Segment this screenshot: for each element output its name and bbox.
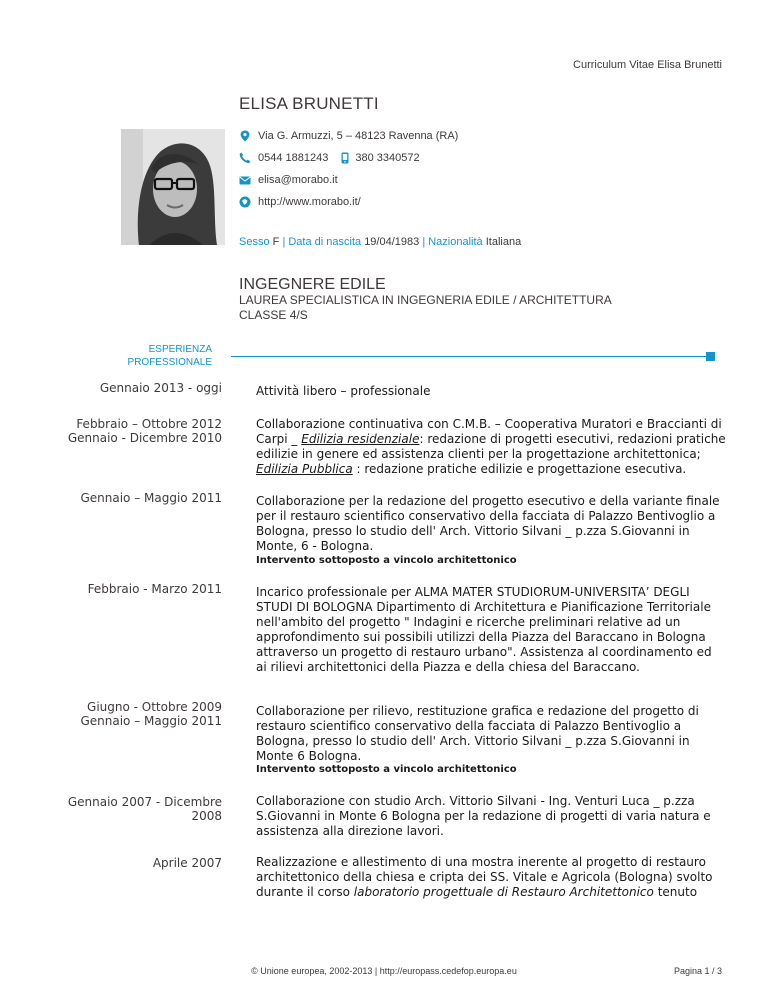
experience-note: Intervento sottoposto a vincolo architettonico	[256, 764, 517, 775]
experience-date: Gennaio - Dicembre 2010	[67, 431, 222, 445]
email-row	[239, 174, 338, 186]
description-emphasis: laboratorio progettuale di Restauro Architettonico	[353, 885, 654, 899]
experience-description: Attività libero – professionale	[256, 384, 431, 398]
mobile-text: 380 3340572	[355, 152, 420, 164]
description-text: Collaborazione continuativa con C.M.B. – Cooperativa Muratori e Braccianti di Carpi _	[256, 417, 722, 446]
separator: |	[282, 236, 286, 248]
section-heading	[100, 343, 212, 369]
description-text: : redazione pratiche edilizie e progettazione esecutiva.	[352, 462, 687, 476]
experience-date: Giugno - Ottobre 2009	[87, 700, 222, 714]
description-text: tenuto	[653, 885, 698, 899]
page-number: Pagina 1 / 3	[673, 966, 722, 976]
experience-description	[256, 855, 726, 900]
experience-date: Aprile 2007	[152, 856, 222, 870]
person-name: ELISA BRUNETTI	[239, 94, 379, 113]
description-emphasis: Edilizia residenziale	[301, 432, 420, 446]
website-icon	[239, 196, 251, 208]
phone-text: 0544 1881243	[258, 152, 329, 164]
sex-value: F	[272, 236, 280, 248]
location-icon	[239, 130, 251, 142]
website-link[interactable]: http://www.morabo.it/	[258, 196, 361, 208]
experience-date: Gennaio – Maggio 2011	[80, 714, 222, 728]
nationality-label: Nazionalità	[428, 236, 483, 248]
address-text: Via G. Armuzzi, 5 – 48123 Ravenna (RA)	[258, 130, 459, 142]
experience-date: Febbraio - Marzo 2011	[87, 582, 222, 596]
separator: |	[422, 236, 426, 248]
degree-line: LAUREA SPECIALISTICA IN INGEGNERIA EDILE / ARCHITETTURA	[239, 293, 612, 307]
experience-description: Collaborazione per rilievo, restituzione grafica e redazione del progetto di restauro scientifico conservativo della facciata di Palazzo Bentivoglio a Bologna, presso lo studio dell' Arch. Vittorio Silvani _ p.zza S.Giovanni in Monte 6 Bologna.	[256, 704, 699, 763]
phone-icon	[239, 152, 251, 164]
section-heading-line: PROFESSIONALE	[127, 357, 212, 368]
description-text: Realizzazione e allestimento di una mostra inerente al progetto di restauro architettonico della chiesa e cripta dei SS. Vitale e Agricola (Bologna) svolto durante il corso	[256, 855, 713, 899]
phone-row	[239, 152, 420, 164]
dob-value: 19/04/1983	[364, 236, 420, 248]
address-row	[239, 130, 458, 142]
experience-note: Intervento sottoposto a vincolo architettonico	[256, 555, 517, 566]
experience-date: Gennaio – Maggio 2011	[80, 491, 222, 505]
description-text: : redazione di progetti esecutivi, redazioni pratiche edilizie in genere ed assistenza clienti per la progettazione architettonica;	[256, 432, 726, 461]
experience-description: Incarico professionale per ALMA MATER STUDIORUM-UNIVERSITA’ DEGLI STUDI DI BOLOGNA Dipartimento di Architettura e Pianificazione Territoriale nell'ambito del progetto " Indagini e ricerche preliminari relative ad un approfondimento sui possibili utilizzi della Piazza del Baraccano in Bologna attraverso un progetto di restauro urbano". Assistenza al coordinamento ed ai rilievi architettonici della Piazza e della chiesa del Baraccano.	[256, 585, 712, 674]
experience-description: Collaborazione con studio Arch. Vittorio Silvani - Ing. Venturi Luca _ p.zza S.Giovanni in Monte 6 Bologna per la redazione di progetti di varia natura e assistenza alla direzione lavori.	[256, 794, 711, 838]
nationality-value: Italiana	[485, 236, 522, 248]
section-divider	[231, 356, 710, 357]
dob-label: Data di nascita	[288, 236, 362, 248]
experience-description	[256, 417, 726, 477]
sex-label: Sesso	[239, 236, 270, 248]
experience-description: Collaborazione per la redazione del progetto esecutivo e della variante finale per il restauro scientifico conservativo della facciata di Palazzo Bentivoglio a Bologna, presso lo studio dell' Arch. Vittorio Silvani _ p.zza S.Giovanni in Monte, 6 - Bologna.	[256, 494, 720, 553]
profile-photo	[121, 129, 225, 245]
description-emphasis: Edilizia Pubblica	[256, 462, 353, 476]
footer-copyright: © Unione europea, 2002-2013 | http://europass.cedefop.europa.eu	[251, 966, 517, 976]
degree	[239, 293, 699, 323]
mobile-icon	[339, 152, 351, 164]
section-marker	[706, 352, 715, 361]
email-icon	[239, 174, 251, 186]
personal-info	[239, 236, 521, 248]
experience-date: Febbraio – Ottobre 2012	[76, 417, 222, 431]
experience-date: Gennaio 2007 - Dicembre	[67, 795, 222, 809]
email-link[interactable]: elisa@morabo.it	[258, 174, 338, 186]
degree-class: CLASSE 4/S	[239, 308, 308, 322]
experience-date: Gennaio 2013 - oggi	[99, 381, 222, 395]
experience-date: 2008	[191, 809, 222, 823]
job-title: INGEGNERE EDILE	[239, 276, 386, 293]
section-heading-line: ESPERIENZA	[148, 344, 212, 355]
website-row	[239, 196, 361, 208]
header-title: Curriculum Vitae Elisa Brunetti	[573, 59, 722, 71]
